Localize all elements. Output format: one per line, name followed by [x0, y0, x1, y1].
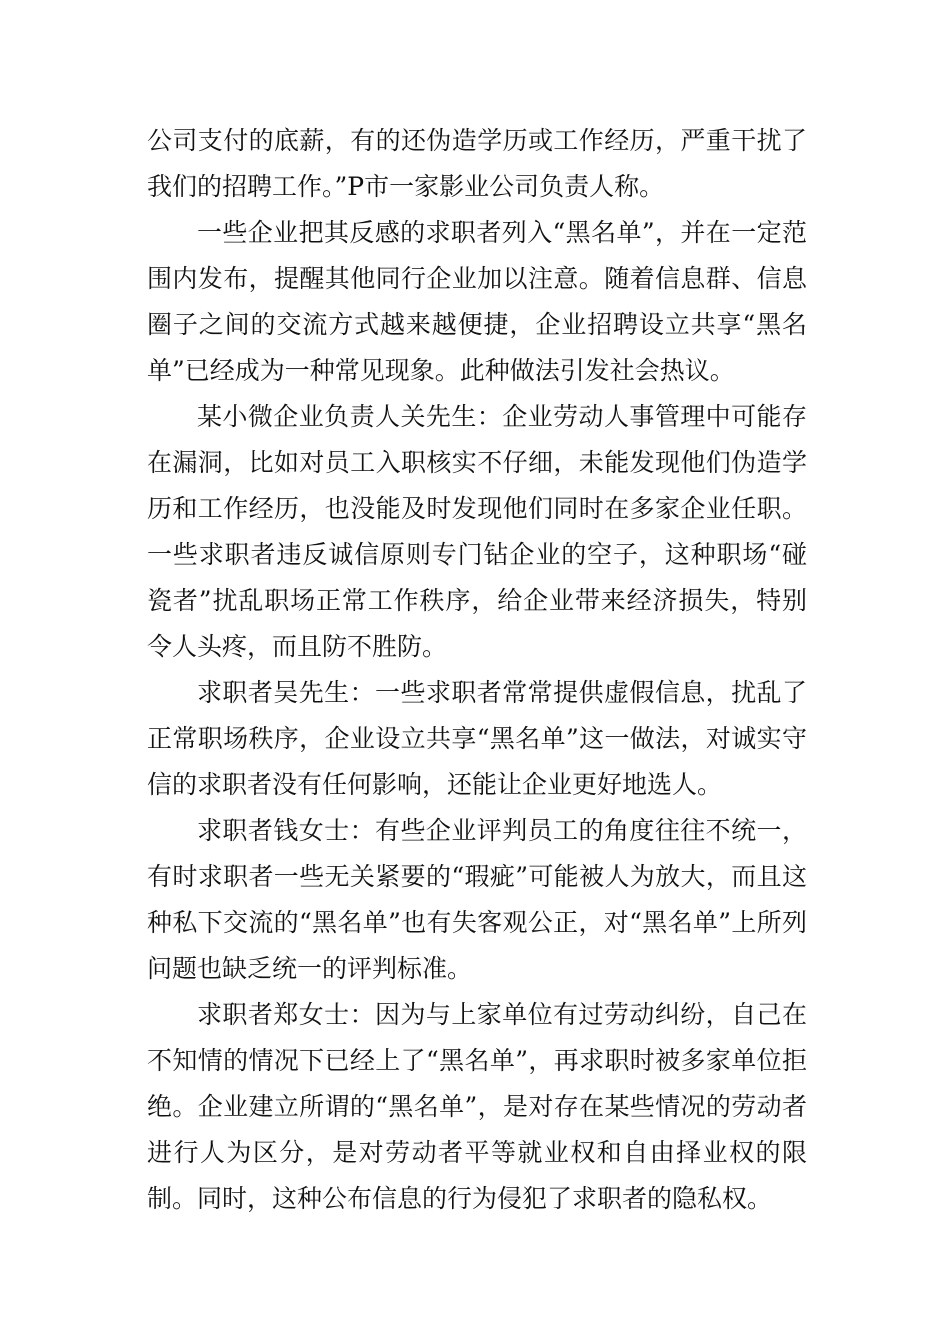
paragraph-qian-opinion: 求职者钱女士：有些企业评判员工的角度往往不统一，有时求职者一些无关紧要的“瑕疵”可能被人为放大，而且这种私下交流的“黑名单”也有失客观公正，对“黑名单”上所列问题也缺乏统一的评判标准。 — [147, 816, 807, 983]
paragraph-guan-opinion: 某小微企业负责人关先生：企业劳动人事管理中可能存在漏洞，比如对员工入职核实不仔细，未能发现他们伪造学历和工作经历，也没能及时发现他们同时在多家企业任职。一些求职者违反诚信原则专门钻企业的空子，这种职场“碰瓷者”扰乱职场正常工作秩序，给企业带来经济损失，特别令人头疼，而且防不胜防。 — [147, 402, 807, 661]
paragraph-wu-opinion: 求职者吴先生：一些求职者常常提供虚假信息，扰乱了正常职场秩序，企业设立共享“黑名单”这一做法，对诚实守信的求职者没有任何影响，还能让企业更好地选人。 — [147, 678, 807, 799]
paragraph-continued: 公司支付的底薪，有的还伪造学历或工作经历，严重干扰了我们的招聘工作。”P市一家影业公司负责人称。 — [147, 126, 807, 201]
article-body — [147, 118, 807, 1222]
paragraph-blacklist-intro: 一些企业把其反感的求职者列入“黑名单”，并在一定范围内发布，提醒其他同行企业加以注意。随着信息群、信息圈子之间的交流方式越来越便捷，企业招聘设立共享“黑名单”已经成为一种常见现象。此种做法引发社会热议。 — [147, 218, 807, 385]
paragraph-zheng-opinion: 求职者郑女士：因为与上家单位有过劳动纠纷，自己在不知情的情况下已经上了“黑名单”，再求职时被多家单位拒绝。企业建立所谓的“黑名单”，是对存在某些情况的劳动者进行人为区分，是对劳动者平等就业权和自由择业权的限制。同时，这种公布信息的行为侵犯了求职者的隐私权。 — [147, 1000, 807, 1213]
